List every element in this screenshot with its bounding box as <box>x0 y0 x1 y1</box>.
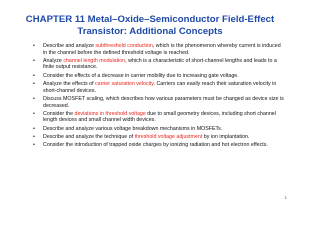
list-item <box>33 142 285 149</box>
bullet-text: Describe and analyze the technique of <box>43 133 135 140</box>
slide-title <box>14 14 286 38</box>
highlighted-term: carrier saturation velocity <box>95 81 154 88</box>
bullet-text: Analyze <box>43 57 64 64</box>
list-item <box>33 58 285 71</box>
list-item <box>33 43 285 56</box>
page-number: 1 <box>284 195 287 200</box>
bullet-text-continued: , which is a characteristic of short-channel lengths and leads to a finite output resistance. <box>43 57 277 71</box>
list-item <box>33 126 285 133</box>
list-item <box>33 96 285 109</box>
highlighted-term: threshold voltage adjustment <box>134 133 203 140</box>
bullet-icon: • <box>33 81 35 88</box>
bullet-text-continued: , which is the phenomenon whereby current is induced in the channel before the defined threshold voltage is reached. <box>43 43 281 56</box>
bullet-text: Consider the <box>43 110 75 117</box>
bullet-icon: • <box>33 133 35 140</box>
bullet-icon: • <box>33 142 35 149</box>
list-item <box>33 81 285 94</box>
highlighted-term: channel length modulation <box>63 57 126 64</box>
highlighted-term: deviations in threshold voltage <box>74 110 146 117</box>
bullet-icon: • <box>33 110 35 117</box>
bullet-text: Analyze the effects of <box>43 81 96 88</box>
bullet-icon: • <box>33 95 35 102</box>
title-line-2: Transistor: Additional Concepts <box>77 26 223 38</box>
list-item <box>33 134 285 141</box>
bullet-text-continued: by ion implantation. <box>202 133 250 140</box>
bullet-icon: • <box>33 43 35 49</box>
bullet-text-continued: due to small geometry devices, including short channel length devices and small channel width devices. <box>43 110 276 124</box>
list-item <box>33 73 285 80</box>
list-item <box>33 111 285 124</box>
bullet-text: Consider the effects of a decrease in carrier mobility due to increasing gate voltage. <box>43 72 239 79</box>
bullet-icon: • <box>33 57 35 64</box>
objectives-list <box>33 43 285 151</box>
highlighted-term: subthreshold conduction <box>95 43 153 49</box>
title-line-1: CHAPTER 11 Metal–Oxide–Semiconductor Field-Effect <box>25 14 275 25</box>
bullet-text: Describe and analyze <box>43 43 96 49</box>
bullet-text: Consider the introduction of trapped oxide charges by ionizing radiation and hot electron effects. <box>43 142 268 149</box>
bullet-text-continued: . Carriers can easily reach their saturation velocity in short-channel devices. <box>43 81 277 94</box>
bullet-text: Discuss MOSFET scaling, which describes how various parameters must be changed as device size is decreased. <box>43 95 284 109</box>
bullet-text: Describe and analyze various voltage breakdown mechanisms in MOSFETs. <box>43 125 223 132</box>
bullet-icon: • <box>33 72 35 79</box>
bullet-icon: • <box>33 125 35 132</box>
